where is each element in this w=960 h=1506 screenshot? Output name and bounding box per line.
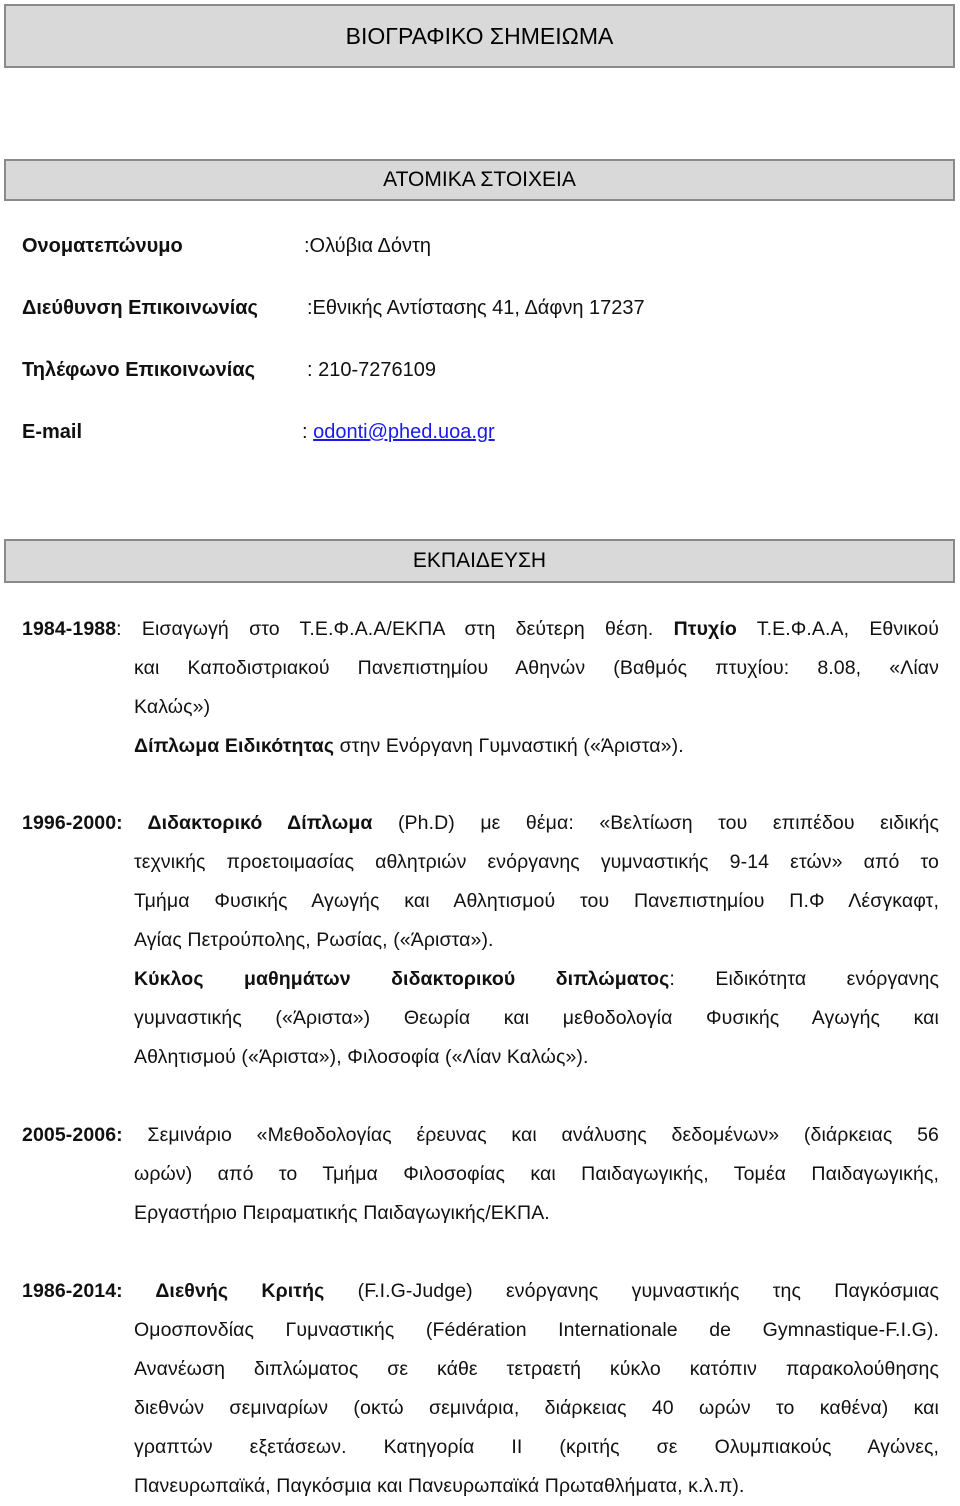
field-value: :Εθνικής Αντίστασης 41, Δάφνη 17237 xyxy=(307,297,645,319)
entry-line: Καλώς») xyxy=(134,696,211,718)
entry-line: Δίπλωμα Ειδικότητας στην Ενόργανη Γυμναστική («Άριστα»). xyxy=(134,735,684,757)
entry-line: γραπτών εξετάσεων. Κατηγορία ΙΙ (κριτής σε Ολυμπιακούς Αγώνες, xyxy=(134,1436,939,1458)
education-entry xyxy=(22,610,939,766)
entry-line: 1986-2014: Διεθνής Κριτής (F.I.G-Judge) ενόργανης γυμναστικής της Παγκόσμιας xyxy=(22,1280,939,1302)
email-link[interactable]: odonti@phed.uoa.gr xyxy=(313,421,495,443)
field-value: :Ολύβια Δόντη xyxy=(304,235,432,257)
entry-line: τεχνικής προετοιμασίας αθλητριών ενόργανης γυμναστικής 9-14 ετών» από το xyxy=(134,851,939,873)
entry-years: 1996-2000: xyxy=(22,812,123,834)
email-prefix: : xyxy=(302,421,314,443)
entry-line: Εργαστήριο Πειραματικής Παιδαγωγικής/ΕΚΠΑ. xyxy=(134,1202,550,1224)
entry-line: Ανανέωση διπλώματος σε κάθε τετραετή κύκλο κατόπιν παρακολούθησης xyxy=(134,1358,939,1380)
entry-line: Πανευρωπαϊκά, Παγκόσμια και Πανευρωπαϊκά Πρωταθλήματα, κ.λ.π). xyxy=(134,1475,745,1497)
education-entry xyxy=(22,1116,939,1233)
field-value xyxy=(302,420,495,444)
entry-years: 1984-1988 xyxy=(22,618,117,640)
entry-line: Κύκλος μαθημάτων διδακτορικού διπλώματος: Ειδικότητα ενόργανης xyxy=(134,968,939,990)
field-label: Ονοματεπώνυμο xyxy=(22,235,183,257)
field-label: E-mail xyxy=(22,421,83,443)
entry-line: 2005-2006: Σεμινάριο «Μεθοδολογίας έρευνας και ανάλυσης δεδομένων» (διάρκειας 56 xyxy=(22,1124,939,1146)
document-title: ΒΙΟΓΡΑΦΙΚΟ ΣΗΜΕΙΩΜΑ xyxy=(4,4,955,68)
entry-line: γυμναστικής («Άριστα») Θεωρία και μεθοδολογία Φυσικής Αγωγής και xyxy=(134,1007,939,1029)
field-value: : 210-7276109 xyxy=(307,359,437,381)
entry-years: 1986-2014: xyxy=(22,1280,123,1302)
education-entry xyxy=(22,1272,939,1506)
education-entry xyxy=(22,804,939,1077)
field-label: Διεύθυνση Επικοινωνίας xyxy=(22,297,258,319)
entry-line: Αθλητισμού («Άριστα»), Φιλοσοφία («Λίαν Καλώς»). xyxy=(134,1046,589,1068)
entry-line: ωρών) από το Τμήμα Φιλοσοφίας και Παιδαγωγικής, Τομέα Παιδαγωγικής, xyxy=(134,1163,939,1185)
entry-line: και Καποδιστριακού Πανεπιστημίου Αθηνών (Βαθμός πτυχίου: 8.08, «Λίαν xyxy=(134,657,939,679)
field-label: Τηλέφωνο Επικοινωνίας xyxy=(22,359,256,381)
section-heading-personal: ΑΤΟΜΙΚΑ ΣΤΟΙΧΕΙΑ xyxy=(4,159,955,201)
entry-line: 1984-1988: Εισαγωγή στο Τ.Ε.Φ.Α.Α/ΕΚΠΑ στη δεύτερη θέση. Πτυχίο Τ.Ε.Φ.Α.Α, Εθνικού xyxy=(22,618,939,640)
section-heading-education: ΕΚΠΑΙΔΕΥΣΗ xyxy=(4,539,955,583)
entry-line: Ομοσπονδίας Γυμναστικής (Fédération Internationale de Gymnastique-F.I.G). xyxy=(134,1319,939,1341)
entry-line: 1996-2000: Διδακτορικό Δίπλωμα (Ph.D) με θέμα: «Βελτίωση του επιπέδου ειδικής xyxy=(22,812,940,834)
entry-line: Αγίας Πετρούπολης, Ρωσίας, («Άριστα»). xyxy=(134,929,494,951)
entry-line: διεθνών σεμιναρίων (οκτώ σεμινάρια, διάρκειας 40 ωρών το καθένα) και xyxy=(134,1397,939,1419)
entry-years: 2005-2006: xyxy=(22,1124,123,1146)
entry-line: Τμήμα Φυσικής Αγωγής και Αθλητισμού του Πανεπιστημίου Π.Φ Λέσγκαφτ, xyxy=(134,890,939,912)
